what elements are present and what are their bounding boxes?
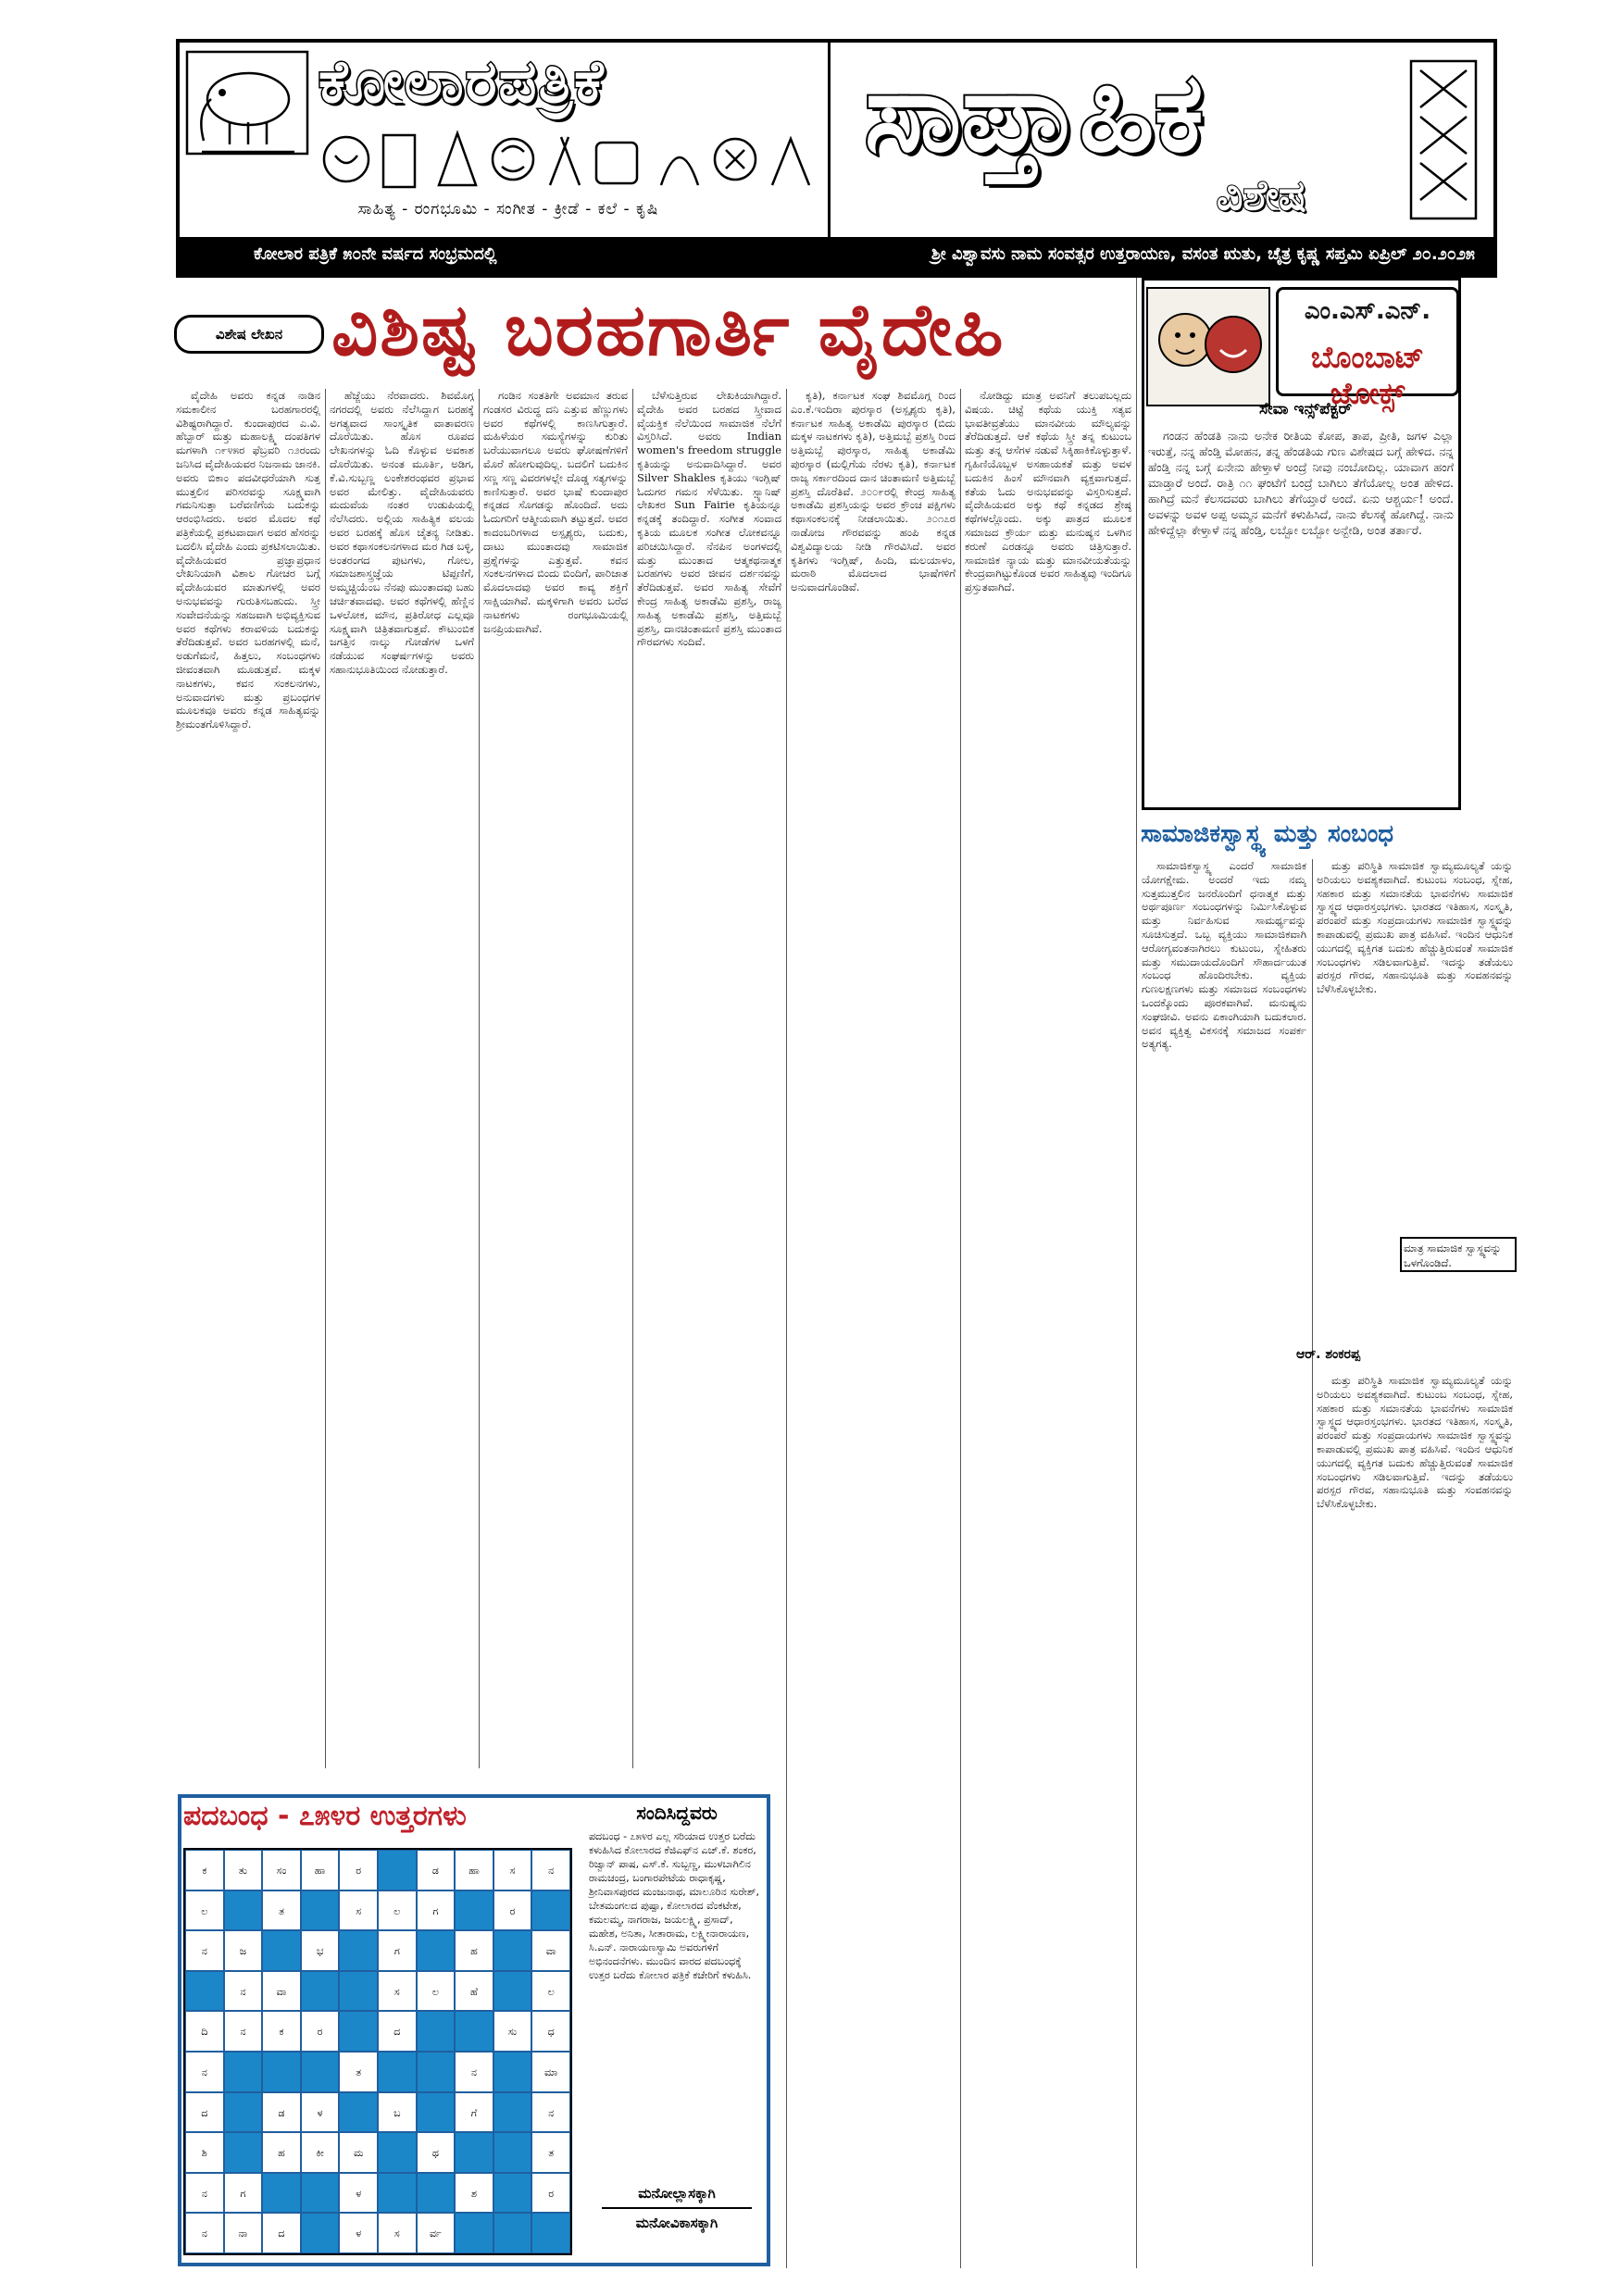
masthead-right-panel	[828, 43, 1493, 237]
article-column-2	[330, 389, 474, 1768]
crossword-cell: ಧ	[531, 2011, 570, 2052]
health-paragraph: ಮತ್ತು ಪರಿಸ್ಥಿತಿ ಸಾಮಾಜಿಕ ಸ್ವಾಮ್ಯಮೂಲ್ಯತೆ ಯನ್ನು ಅರಿಯಲು ಅವಶ್ಯಕವಾಗಿದೆ. ಕುಟುಂಬ ಸಂಬಂಧ, ಸ್ನೇಹ, ಸಹಕಾರ ಮತ್ತು ಸಮಾನತೆಯ ಭಾವನೆಗಳು ಸಾಮಾಜಿಕ ಸ್ವಾಸ್ಥ್ಯದ ಆಧಾರಸ್ತಂಭಗಳು. ಭಾರತದ ಇತಿಹಾಸ, ಸಂಸ್ಕೃತಿ, ಪರಂಪರೆ ಮತ್ತು ಸಂಪ್ರದಾಯಗಳು ಸಾಮಾಜಿಕ ಸ್ವಾಸ್ಥ್ಯವನ್ನು ಕಾಪಾಡುವಲ್ಲಿ ಪ್ರಮುಖ ಪಾತ್ರ ವಹಿಸಿವೆ. ಇಂದಿನ ಆಧುನಿಕ ಯುಗದಲ್ಲಿ ವ್ಯಕ್ತಿಗತ ಬದುಕು ಹೆಚ್ಚುತ್ತಿರುವಂತೆ ಸಾಮಾಜಿಕ ಸಂಬಂಧಗಳು ಸಡಿಲವಾಗುತ್ತಿವೆ. ಇದನ್ನು ತಡೆಯಲು ಪರಸ್ಪರ ಗೌರವ, ಸಹಾನುಭೂತಿ ಮತ್ತು ಸಂವಹನವನ್ನು ಬೆಳೆಸಿಕೊಳ್ಳಬೇಕು.	[1317, 1374, 1513, 1511]
masthead-left-panel	[180, 43, 831, 237]
crossword-block	[531, 1890, 570, 1931]
crossword-cell: ಗ	[417, 1890, 456, 1931]
crossword-cell: ನ	[185, 2173, 224, 2214]
crossword-cell: ಸ	[378, 2213, 417, 2253]
jokes-paragraph: ಗಂಡನ ಹೆಂಡತಿ ನಾನು ಅನೇಕ ರೀತಿಯ ಕೋಪ, ತಾಪ, ಪ್ರೀತಿ, ಜಗಳ ಎಲ್ಲಾ ಇರುತ್ತೆ, ನನ್ನ ಹೆಂಡ್ತಿ ಮೋಹನ, ತನ್ನ ಹೆಂಡತಿಯ ಗುಣ ವಿಶೇಷದ ಬಗ್ಗೆ ಹೇಳಿದ. ನನ್ನ ಹೆಂಡ್ತಿ ನನ್ನ ಬಗ್ಗೆ ಏನೇನು ಹೇಳ್ತಾಳೆ ಅಂದ್ರೆ ನೀವು ನಂಬೋದಿಲ್ಲ. ಯಾವಾಗ ಹಂಗೆ ಮಾಡ್ತಾರೆ ಅಂದೆ. ರಾತ್ರಿ ೧೧ ಘಂಟೆಗೆ ಬಂದ್ರೆ ಬಾಗಿಲು ತೆಗೆಯೋಲ್ಲ ಅಂತ ಹೇಳಿದ. ಹಾಗಿದ್ರೆ ಮನೆ ಕೆಲಸದವರು ಬಾಗಿಲು ತೆಗೆಯ್ತಾರೆ ಅಂದೆ. ಏನು ಆಶ್ಚರ್ಯ! ಅಂದೆ. ಅವಳನ್ನು ಅವಳ ಅಪ್ಪ ಅಮ್ಮನ ಮನೆಗೆ ಕಳುಹಿಸಿದೆ, ನಾನು ಕೆಲಸಕ್ಕೆ ಹೋಗಿದ್ದೆ. ನಾನು ಹೇಳಿದ್ದೆಲ್ಲಾ ಕೇಳ್ತಾಳೆ ನನ್ನ ಹೆಂಡ್ತಿ, ಲಬ್ಬೋ ಲಬ್ಬೋ ಅನ್ಬೇಡಿ, ಅಂತ ತರ್ತಾರೆ.	[1148, 429, 1454, 537]
crossword-cell: ಸ	[378, 1971, 417, 2012]
crossword-cell: ಗ	[224, 2173, 263, 2214]
jokes-title-box	[1276, 287, 1459, 411]
crossword-cell: ತು	[224, 1850, 263, 1890]
section-badge: ವಿಶೇಷ ಲೇಖನ	[174, 315, 324, 354]
health-paragraph: ಮತ್ತು ಪರಿಸ್ಥಿತಿ ಸಾಮಾಜಿಕ ಸ್ವಾಮ್ಯಮೂಲ್ಯತೆ ಯನ್ನು ಅರಿಯಲು ಅವಶ್ಯಕವಾಗಿದೆ. ಕುಟುಂಬ ಸಂಬಂಧ, ಸ್ನೇಹ, ಸಹಕಾರ ಮತ್ತು ಸಮಾನತೆಯ ಭಾವನೆಗಳು ಸಾಮಾಜಿಕ ಸ್ವಾಸ್ಥ್ಯದ ಆಧಾರಸ್ತಂಭಗಳು. ಭಾರತದ ಇತಿಹಾಸ, ಸಂಸ್ಕೃತಿ, ಪರಂಪರೆ ಮತ್ತು ಸಂಪ್ರದಾಯಗಳು ಸಾಮಾಜಿಕ ಸ್ವಾಸ್ಥ್ಯವನ್ನು ಕಾಪಾಡುವಲ್ಲಿ ಪ್ರಮುಖ ಪಾತ್ರ ವಹಿಸಿವೆ. ಇಂದಿನ ಆಧುನಿಕ ಯುಗದಲ್ಲಿ ವ್ಯಕ್ತಿಗತ ಬದುಕು ಹೆಚ್ಚುತ್ತಿರುವಂತೆ ಸಾಮಾಜಿಕ ಸಂಬಂಧಗಳು ಸಡಿಲವಾಗುತ್ತಿವೆ. ಇದನ್ನು ತಡೆಯಲು ಪರಸ್ಪರ ಗೌರವ, ಸಹಾನುಭೂತಿ ಮತ್ತು ಸಂವಹನವನ್ನು ಬೆಳೆಸಿಕೊಳ್ಳಬೇಕು.	[1317, 859, 1513, 996]
crossword-block	[378, 2132, 417, 2173]
crossword-block	[301, 2173, 340, 2214]
crossword-block	[493, 1930, 532, 1971]
jokes-title-line-2: ಬೊಂಬಾಟ್ ಜೋಕ್ಸ್	[1310, 340, 1425, 411]
crossword-cell: ಗೆ	[455, 2092, 493, 2133]
crossword-cell: ಗ	[378, 1930, 417, 1971]
crossword-cell: ನ	[185, 1930, 224, 1971]
crossword-cell: ಳ	[339, 2213, 378, 2253]
decorative-border-icon	[1402, 52, 1485, 228]
crossword-cell: ಬ	[378, 2092, 417, 2133]
crossword-cell: ಲ	[185, 1890, 224, 1931]
crossword-cell: ಹಾ	[301, 1850, 340, 1890]
crossword-block	[224, 2052, 263, 2092]
crossword-footer-line-1: ಮನೋಲ್ಲಾಸಕ್ಕಾಗಿ	[638, 2185, 716, 2202]
crossword-cell: ರ	[493, 1890, 532, 1931]
anniversary-note: ಕೋಲಾರ ಪತ್ರಿಕೆ ೫೦ನೇ ವರ್ಷದ ಸಂಭ್ರಮದಲ್ಲಿ	[254, 244, 497, 264]
masthead	[176, 39, 1497, 278]
article-paragraph: ವೈದೇಹಿ ಅವರು ಕನ್ನಡ ನಾಡಿನ ಸಮಕಾಲೀನ ಬರಹಗಾರರಲ್ಲಿ ವಿಶಿಷ್ಟರಾಗಿದ್ದಾರೆ. ಕುಂದಾಪುರದ ಎ.ವಿ. ಹೆಬ್ಬಾರ್ ಮತ್ತು ಮಹಾಲಕ್ಷ್ಮಿ ದಂಪತಿಗಳ ಮಗಳಾಗಿ ೧೯೪೫ರ ಫೆಬ್ರವರಿ ೧೨ರಂದು ಜನಿಸಿದ ವೈದೇಹಿಯವರ ನಿಜನಾಮ ಜಾನಕಿ. ಅವರು ಬಿಕಾಂ ಪದವೀಧರೆಯಾಗಿ ಸುತ್ತ ಮುತ್ತಲಿನ ಪರಿಸರವನ್ನು ಸೂಕ್ಷ್ಮವಾಗಿ ಗಮನಿಸುತ್ತಾ ಬರೆವಣಿಗೆಯ ಬದುಕನ್ನು ಆರಂಭಿಸಿದರು. ಅವರ ಮೊದಲ ಕಥೆ ಪತ್ರಿಕೆಯಲ್ಲಿ ಪ್ರಕಟವಾದಾಗ ಅವರ ಹೆಸರನ್ನು ಬದಲಿಸಿ ವೈದೇಹಿ ಎಂದು ಪ್ರಕಟಿಸಲಾಯಿತು. ವೈದೇಹಿಯವರ ಪ್ರಜ್ಞಾಪ್ರಧಾನ ಲೇಖನಿಯಾಗಿ ವಿಶಾಲ ಗೋಚರ ಬಗ್ಗೆ ವೈದೇಹಿಯವರ ಮಾತುಗಳಲ್ಲಿ ಅವರ ಅನುಭವವನ್ನು ಗುರುತಿಸಬಹುದು. ಸ್ತ್ರೀ ಸಂವೇದನೆಯನ್ನು ಸಹಜವಾಗಿ ಅಭಿವ್ಯಕ್ತಿಸುವ ಅವರ ಕಥೆಗಳು ಕರಾವಳಿಯ ಬದುಕನ್ನು ತೆರೆದಿಡುತ್ತವೆ. ಅವರ ಬರಹಗಳಲ್ಲಿ ಮನೆ, ಅಡುಗೆಮನೆ, ಹಿತ್ತಲು, ಸಂಬಂಧಗಳು ಜೀವಂತವಾಗಿ ಮೂಡುತ್ತವೆ. ಮಕ್ಕಳ ನಾಟಕಗಳು, ಕವನ ಸಂಕಲನಗಳು, ಅನುವಾದಗಳು ಮತ್ತು ಪ್ರಬಂಧಗಳ ಮೂಲಕವೂ ಅವರು ಕನ್ನಡ ಸಾಹಿತ್ಯವನ್ನು ಶ್ರೀಮಂತಗೊಳಿಸಿದ್ದಾರೆ.	[176, 389, 320, 731]
crossword-block	[417, 1930, 456, 1971]
masthead-right-subtitle: ವಿಶೇಷ	[1217, 172, 1306, 219]
crossword-block	[378, 1850, 417, 1890]
crossword-block	[493, 2092, 532, 2133]
crossword-block	[339, 1971, 378, 2012]
crossword-block	[262, 2173, 301, 2214]
crossword-cell: ದ	[185, 2092, 224, 2133]
crossword-block	[339, 1930, 378, 1971]
footer-divider	[602, 2207, 752, 2209]
article-paragraph: ಬೆಳೆಸುತ್ತಿರುವ ಲೇಖಕಿಯಾಗಿದ್ದಾರೆ. ವೈದೇಹಿ ಅವರ ಬರಹದ ಸ್ತ್ರೀವಾದ ವೈಯಕ್ತಿಕ ನೆಲೆಯಿಂದ ಸಾಮಾಜಿಕ ನೆಲೆಗೆ ವಿಸ್ತರಿಸಿದೆ. ಅವರು Indian women's freedom struggle ಕೃತಿಯನ್ನು ಅನುವಾದಿಸಿದ್ದಾರೆ. ಅವರ Silver Shakles ಕೃತಿಯು ಇಂಗ್ಲಿಷ್ ಓದುಗರ ಗಮನ ಸೆಳೆಯಿತು. ಸ್ಪ್ಯಾನಿಷ್ ಲೇಖಕರ Sun Fairie ಕೃತಿಯನ್ನೂ ಕನ್ನಡಕ್ಕೆ ತಂದಿದ್ದಾರೆ. ಸಂಗೀತ ಸಂವಾದ ಕೃತಿಯ ಮೂಲಕ ಸಂಗೀತ ಲೋಕವನ್ನೂ ಪರಿಚಯಿಸಿದ್ದಾರೆ. ನೆನಪಿನ ಅಂಗಳದಲ್ಲಿ ಮತ್ತು ಮುಂತಾದ ಆತ್ಮಕಥನಾತ್ಮಕ ಬರಹಗಳು ಅವರ ಜೀವನ ದರ್ಶನವನ್ನು ತೆರೆದಿಡುತ್ತವೆ. ಅವರ ಸಾಹಿತ್ಯ ಸೇವೆಗೆ ಕೇಂದ್ರ ಸಾಹಿತ್ಯ ಅಕಾಡೆಮಿ ಪ್ರಶಸ್ತಿ, ರಾಜ್ಯ ಸಾಹಿತ್ಯ ಅಕಾಡೆಮಿ ಪ್ರಶಸ್ತಿ, ಅತ್ತಿಮಬ್ಬೆ ಪ್ರಶಸ್ತಿ, ದಾನಚಿಂತಾಮಣಿ ಪ್ರಶಸ್ತಿ ಮುಂತಾದ ಗೌರವಗಳು ಸಂದಿವೆ.	[637, 389, 781, 649]
crossword-block	[378, 2052, 417, 2092]
crossword-cell: ಶ	[455, 2173, 493, 2214]
crossword-cell: ಹೆ	[455, 1971, 493, 2012]
health-article-headline: ಸಾಮಾಜಿಕಸ್ವಾಸ್ಥ್ಯ ಮತ್ತು ಸಂಬಂಧ	[1141, 820, 1394, 848]
article-paragraph: ನೋಡಿದ್ದು ಮಾತ್ರ ಅವನಿಗೆ ತಲುಪಬಲ್ಲದು ವಿಷಯ. ಚಿಟ್ಟೆ ಕಥೆಯ ಯುಕ್ತಿ ಸತ್ಯವ ಭಾವತೀವ್ರತೆಯು ಮಾನವೀಯ ಮೌಲ್ಯವನ್ನು ತೆರೆದಿಡುತ್ತದೆ. ಆಕೆ ಕಥೆಯ ಸ್ತ್ರೀ ತನ್ನ ಕುಟುಂಬ ಮತ್ತು ತನ್ನ ಆಸೆಗಳ ನಡುವೆ ಸಿಕ್ಕಿಹಾಕಿಕೊಳ್ಳುತ್ತಾಳೆ. ಗೃಹಿಣಿಯೊಬ್ಬಳ ಅಸಹಾಯಕತೆ ಮತ್ತು ಅವಳ ಬದುಕಿನ ಹಿಂಸೆ ಮೌನವಾಗಿ ವ್ಯಕ್ತವಾಗುತ್ತದೆ. ಕತೆಯ ಓದು ಅನುಭವವನ್ನು ವಿಸ್ತರಿಸುತ್ತದೆ. ವೈದೇಹಿಯವರ ಅಕ್ಕು ಕಥೆ ಕನ್ನಡದ ಶ್ರೇಷ್ಠ ಕಥೆಗಳಲ್ಲೊಂದು. ಅಕ್ಕು ಪಾತ್ರದ ಮೂಲಕ ಸಮಾಜದ ಕ್ರೌರ್ಯ ಮತ್ತು ಮನುಷ್ಯನ ಒಳಗಿನ ಕರುಣೆ ಎರಡನ್ನೂ ಅವರು ಚಿತ್ರಿಸುತ್ತಾರೆ. ಸಾಮಾಜಿಕ ನ್ಯಾಯ ಮತ್ತು ಮಾನವೀಯತೆಯನ್ನು ಕೇಂದ್ರವಾಗಿಟ್ಟುಕೊಂಡ ಅವರ ಸಾಹಿತ್ಯವು ಇಂದಿಗೂ ಪ್ರಸ್ತುತವಾಗಿದೆ.	[965, 389, 1131, 594]
crossword-cell: ನಾ	[224, 2213, 263, 2253]
arts-doodle-strip-icon	[319, 124, 818, 196]
crossword-block	[493, 2132, 532, 2173]
crossword-cell: ಹ	[455, 1930, 493, 1971]
article-headline: ವಿಶಿಷ್ಟ ಬರಹಗಾರ್ತಿ ವೈದೇಹಿ	[331, 289, 1006, 372]
article-paragraph: ಗಂಡಿನ ಸಂತತಿಗೇ ಅವಮಾನ ತರುವ ಗಂಡಸರ ವಿರುದ್ಧ ದನಿ ಎತ್ತುವ ಹೆಣ್ಣುಗಳು ಅವರ ಕಥೆಗಳಲ್ಲಿ ಕಾಣಸಿಗುತ್ತಾರೆ. ಮಹಿಳೆಯರ ಸಮಸ್ಯೆಗಳನ್ನು ಕುರಿತು ಬರೆಯುವಾಗಲೂ ಅವರು ಘೋಷಣೆಗಳಿಗೆ ಮೊರೆ ಹೋಗುವುದಿಲ್ಲ. ಬದಲಿಗೆ ಬದುಕಿನ ಸಣ್ಣ ಸಣ್ಣ ವಿವರಗಳಲ್ಲೇ ದೊಡ್ಡ ಸತ್ಯಗಳನ್ನು ಕಾಣಿಸುತ್ತಾರೆ. ಅವರ ಭಾಷೆ ಕುಂದಾಪುರ ಕನ್ನಡದ ಸೊಗಡನ್ನು ಹೊಂದಿದೆ. ಅದು ಓದುಗರಿಗೆ ಆತ್ಮೀಯವಾಗಿ ತಟ್ಟುತ್ತದೆ. ಅವರ ಕಾದಂಬರಿಗಳಾದ ಅಸ್ಪೃಶ್ಯರು, ಬದುಕು, ದಾಟು ಮುಂತಾದವು ಸಾಮಾಜಿಕ ಪ್ರಶ್ನೆಗಳನ್ನು ಎತ್ತುತ್ತವೆ. ಕವನ ಸಂಕಲನಗಳಾದ ಬಿಂದು ಬಿಂದಿಗೆ, ಪಾರಿಜಾತ ಮೊದಲಾದವು ಅವರ ಕಾವ್ಯ ಶಕ್ತಿಗೆ ಸಾಕ್ಷಿಯಾಗಿವೆ. ಮಕ್ಕಳಿಗಾಗಿ ಅವರು ಬರೆದ ನಾಟಕಗಳು ರಂಗಭೂಮಿಯಲ್ಲಿ ಜನಪ್ರಿಯವಾಗಿವೆ.	[483, 389, 628, 635]
crossword-cell: ವಾ	[262, 1971, 301, 2012]
crossword-cell: ಕೀ	[301, 2132, 340, 2173]
crossword-cell: ಳ	[339, 2173, 378, 2214]
crossword-cell: ತ	[262, 1890, 301, 1931]
crossword-block	[378, 2173, 417, 2214]
crossword-block	[224, 2092, 263, 2133]
crossword-cell: ನ	[224, 1971, 263, 2012]
crossword-cell: ಸು	[493, 2011, 532, 2052]
crossword-block	[185, 1971, 224, 2012]
jokes-body	[1148, 428, 1454, 800]
crossword-cell: ಹ	[262, 2132, 301, 2173]
crossword-block	[417, 2011, 456, 2052]
crossword-cell: ರ	[531, 2173, 570, 2214]
elephant-emblem-icon	[183, 48, 313, 159]
masthead-left-title: ಕೋಲಾರಪತ್ರಿಕೆ	[319, 48, 606, 117]
crossword-cell: ತ	[531, 2132, 570, 2173]
crossword-block	[493, 2213, 532, 2253]
crossword-cell: ನ	[185, 2213, 224, 2253]
caricature-icon	[1148, 289, 1268, 405]
crossword-block	[339, 2011, 378, 2052]
crossword-block	[417, 2052, 456, 2092]
jokes-subtitle: ಸೇವಾ ಇನ್ಸ್‌ಪೆಕ್ಟರ್	[1258, 400, 1353, 418]
crossword-cell: ಲ	[531, 1971, 570, 2012]
crossword-cell: ಥ	[417, 2132, 456, 2173]
crossword-block	[224, 2132, 263, 2173]
article-column-6	[965, 389, 1131, 2268]
crossword-block	[417, 2173, 456, 2214]
crossword-cell: ಸ	[339, 1890, 378, 1931]
crossword-block	[493, 2052, 532, 2092]
health-column-2-continued	[1317, 1374, 1513, 2266]
article-column-1	[176, 389, 320, 1768]
crossword-cell: ಕ	[262, 2011, 301, 2052]
winners-list: ಪದಬಂಧ - ೭೫೪ರ ಎಲ್ಲ ಸರಿಯಾದ ಉತ್ತರ ಬರೆದು ಕಳುಹಿಸಿದ ಕೋಲಾರದ ಕೆಜಿಎಫ್‌ನ ಎಚ್.ಕೆ. ಶಂಕರ, ರಿಜ್ವಾನ್ ಪಾಷ, ಎಸ್.ಕೆ. ಸುಬ್ಬಣ್ಣ, ಮುಳಬಾಗಿಲಿನ ರಾಮಚಂದ್ರ, ಬಂಗಾರಪೇಟೆಯ ರಾಧಾಕೃಷ್ಣ, ಶ್ರೀನಿವಾಸಪುರದ ಮಂಜುನಾಥ, ಮಾಲೂರಿನ ಸುರೇಶ್, ಬೇತಮಂಗಲದ ಪುಷ್ಪಾ, ಕೋಲಾರದ ವೆಂಕಟೇಶ, ಕಮಲಮ್ಮ, ನಾಗರಾಜ, ಜಯಲಕ್ಷ್ಮಿ, ಪ್ರಸಾದ್, ಮಹೇಶ, ಅನಿತಾ, ಸೀತಾರಾಮ, ಲಕ್ಷ್ಮೀನಾರಾಯಣ, ಸಿ.ಎನ್. ನಾರಾಯಣಸ್ವಾಮಿ ಅವರುಗಳಿಗೆ ಅಭಿನಂದನೆಗಳು. ಮುಂದಿನ ವಾರದ ಪದಬಂಧಕ್ಕೆ ಉತ್ತರ ಬರೆದು ಕೋಲಾರ ಪತ್ರಿಕೆ ಕಚೇರಿಗೆ ಕಳುಹಿಸಿ.	[589, 1830, 760, 1981]
crossword-cell: ದ	[378, 2011, 417, 2052]
crossword-footer-line-2: ಮನೋವಿಕಾಸಕ್ಕಾಗಿ	[635, 2215, 718, 2231]
article-column-3	[483, 389, 628, 1768]
crossword-block	[301, 2052, 340, 2092]
crossword-cell: ಹಾ	[455, 1850, 493, 1890]
crossword-block	[224, 1890, 263, 1931]
crossword-cell: ಡ	[417, 1850, 456, 1890]
crossword-cell: ಡ	[262, 2092, 301, 2133]
crossword-block	[262, 1930, 301, 1971]
health-paragraph: ಸಾಮಾಜಿಕಸ್ವಾಸ್ಥ್ಯ ಎಂದರೆ ಸಾಮಾಜಿಕ ಯೋಗಕ್ಷೇಮ. ಅಂದರೆ ಇದು ನಮ್ಮ ಸುತ್ತಮುತ್ತಲಿನ ಜನರೊಂದಿಗೆ ಧನಾತ್ಮಕ ಮತ್ತು ಅರ್ಥಪೂರ್ಣ ಸಂಬಂಧಗಳನ್ನು ನಿರ್ಮಿಸಿಕೊಳ್ಳುವ ಮತ್ತು ನಿರ್ವಹಿಸುವ ಸಾಮರ್ಥ್ಯವನ್ನು ಸೂಚಿಸುತ್ತದೆ. ಒಬ್ಬ ವ್ಯಕ್ತಿಯು ಸಾಮಾಜಿಕವಾಗಿ ಆರೋಗ್ಯವಂತನಾಗಿರಲು ಕುಟುಂಬ, ಸ್ನೇಹಿತರು ಮತ್ತು ಸಮುದಾಯದೊಂದಿಗೆ ಸೌಹಾರ್ದಯುತ ಸಂಬಂಧ ಹೊಂದಿರಬೇಕು. ವ್ಯಕ್ತಿಯ ಗುಣಲಕ್ಷಣಗಳು ಮತ್ತು ಸಮಾಜದ ಸಂಬಂಧಗಳು ಒಂದಕ್ಕೊಂದು ಪೂರಕವಾಗಿವೆ. ಮನುಷ್ಯನು ಸಂಘಜೀವಿ. ಅವನು ಏಕಾಂಗಿಯಾಗಿ ಬದುಕಲಾರ. ಅವನ ವ್ಯಕ್ತಿತ್ವ ವಿಕಸನಕ್ಕೆ ಸಮಾಜದ ಸಂಪರ್ಕ ಅತ್ಯಗತ್ಯ.	[1142, 859, 1306, 1051]
crossword-block	[301, 1890, 340, 1931]
crossword-block	[301, 2213, 340, 2253]
crossword-cell: ನ	[531, 2092, 570, 2133]
crossword-cell: ಶಿ	[185, 2132, 224, 2173]
crossword-block	[339, 2092, 378, 2133]
health-callout-note: ಮಾತ್ರ ಸಾಮಾಜಿಕ ಸ್ವಾಸ್ಥ್ಯವನ್ನು ಒಳಗೊಂಡಿದೆ.	[1400, 1237, 1517, 1272]
health-column-1	[1142, 859, 1306, 2266]
crossword-cell: ವಾ	[531, 1930, 570, 1971]
crossword-cell: ನ	[455, 2052, 493, 2092]
crossword-cell: ದಿ	[185, 2011, 224, 2052]
crossword-cell: ಳ	[301, 2092, 340, 2133]
masthead-tagline: ಸಾಹಿತ್ಯ - ರಂಗಭೂಮಿ - ಸಂಗೀತ - ಕ್ರೀಡೆ - ಕಲೆ - ಕೃಷಿ	[357, 200, 659, 218]
article-paragraph: ಹೆಜ್ಜೆಯು ನೆರವಾದರು. ಶಿವಮೊಗ್ಗ ನಗರದಲ್ಲಿ ಅವರು ನೆಲೆಸಿದ್ದಾಗ ಬರಹಕ್ಕೆ ಅಗತ್ಯವಾದ ಸಾಂಸ್ಕೃತಿಕ ವಾತಾವರಣ ದೊರೆಯಿತು. ಹೊಸ ರೂಪದ ಲೇಖನಗಳನ್ನು ಓದಿ ಕೊಳ್ಳುವ ಅವಕಾಶ ದೊರೆಯಿತು. ಅನಂತ ಮೂರ್ತಿ, ಅಡಿಗ, ಕೆ.ವಿ.ಸುಬ್ಬಣ್ಣ ಲಂಕೇಶರಂಥವರ ಪ್ರಭಾವ ಅವರ ಮೇಲಿತ್ತು. ವೈದೇಹಿಯವರು ಮದುವೆಯ ನಂತರ ಉಡುಪಿಯಲ್ಲಿ ನೆಲೆಸಿದರು. ಅಲ್ಲಿಯ ಸಾಹಿತ್ಯಿಕ ವಲಯ ಅವರ ಬರಹಕ್ಕೆ ಹೊಸ ಚೈತನ್ಯ ನೀಡಿತು. ಅವರ ಕಥಾಸಂಕಲನಗಳಾದ ಮರ ಗಿಡ ಬಳ್ಳಿ, ಅಂತರಂಗದ ಪುಟಗಳು, ಗೋಲ, ಸಮಾಜಶಾಸ್ತ್ರಜ್ಞೆಯ ಟಿಪ್ಪಣಿಗೆ, ಅಮ್ಮಚ್ಚಿಯೆಂಬ ನೆನಪು ಮುಂತಾದವು ಬಹು ಚರ್ಚಿತವಾದವು. ಅವರ ಕಥೆಗಳಲ್ಲಿ ಹೆಣ್ಣಿನ ಒಳಲೋಕ, ಮೌನ, ಪ್ರತಿರೋಧ ಎಲ್ಲವೂ ಸೂಕ್ಷ್ಮವಾಗಿ ಚಿತ್ರಿತವಾಗುತ್ತವೆ. ಕೌಟುಂಬಿಕ ಜಗತ್ತಿನ ನಾಲ್ಕು ಗೋಡೆಗಳ ಒಳಗೆ ನಡೆಯುವ ಸಂಘರ್ಷಗಳನ್ನು ಅವರು ಸಹಾನುಭೂತಿಯಿಂದ ನೋಡುತ್ತಾರೆ.	[330, 389, 474, 676]
crossword-block	[455, 1890, 493, 1931]
crossword-cell: ಮ	[339, 2132, 378, 2173]
crossword-cell: ನ	[531, 1850, 570, 1890]
crossword-cell: ರ	[301, 2011, 340, 2052]
crossword-cell: ನ	[185, 2052, 224, 2092]
crossword-cell: ಮಾ	[531, 2052, 570, 2092]
masthead-date-bar	[180, 237, 1493, 274]
winners-heading: ಸಂದಿಸಿದ್ದವರು	[636, 1802, 718, 1824]
crossword-block	[493, 1971, 532, 2012]
jokes-title-line-1: ಎಂ.ಎಸ್.ಎನ್.	[1304, 297, 1431, 325]
crossword-block	[262, 2052, 301, 2092]
crossword-cell: ರ್ವ	[417, 2213, 456, 2253]
crossword-cell: ನ	[224, 2011, 263, 2052]
health-column-2	[1317, 859, 1513, 1229]
crossword-block	[417, 2092, 456, 2133]
crossword-block	[531, 2213, 570, 2253]
cartoon-avatar	[1146, 287, 1270, 406]
crossword-block	[455, 2132, 493, 2173]
masthead-right-title: ಸಾಪ್ತಾಹಿಕ	[865, 48, 1204, 176]
crossword-cell: ಲ	[378, 1890, 417, 1931]
crossword-block	[455, 2213, 493, 2253]
issue-date: ಶ್ರೀ ವಿಶ್ವಾವಸು ನಾಮ ಸಂವತ್ಸರ ಉತ್ತರಾಯಣ, ವಸಂತ ಋತು, ಚೈತ್ರ ಕೃಷ್ಣ ಸಪ್ತಮಿ ಏಪ್ರಿಲ್ ೨೦.೨೦೨೫	[931, 244, 1475, 264]
crossword-title: ಪದಬಂಧ - ೭೫೪ರ ಉತ್ತರಗಳು	[183, 1800, 467, 1832]
crossword-cell: ಸಂ	[262, 1850, 301, 1890]
crossword-cell: ಕ	[185, 1850, 224, 1890]
article-column-5	[791, 389, 956, 2268]
crossword-cell: ಲ	[417, 1971, 456, 2012]
crossword-block	[493, 2173, 532, 2214]
article-column-4	[637, 389, 781, 1768]
crossword-cell: ಜ	[224, 1930, 263, 1971]
crossword-cell: ಭ	[301, 1930, 340, 1971]
article-paragraph: ಕೃತಿ), ಕರ್ನಾಟಕ ಸಂಘ ಶಿವಮೊಗ್ಗ ರಿಂದ ಎಂ.ಕೆ.ಇಂದಿರಾ ಪುರಸ್ಕಾರ (ಅಸ್ಪೃಶ್ಯರು ಕೃತಿ), ಕರ್ನಾಟಕ ಸಾಹಿತ್ಯ ಅಕಾಡೆಮಿ ಪುರಸ್ಕಾರ (ಬಿದು ಮಕ್ಕಳ ನಾಟಕಗಳು ಕೃತಿ), ಅತ್ತಿಮಬ್ಬೆ ಪ್ರಶಸ್ತಿ ರಿಂದ ಅತ್ತಿಮಬ್ಬೆ ಪುರಸ್ಕಾರ, ಸಾಹಿತ್ಯ ಅಕಾಡೆಮಿ ಪುರಸ್ಕಾರ (ಮಲ್ಲಿಗೆಯ ನೆರಳು ಕೃತಿ), ಕರ್ನಾಟಕ ರಾಜ್ಯ ಸರ್ಕಾರದಿಂದ ದಾನ ಚಿಂತಾಮಣಿ ಅತ್ತಿಮಬ್ಬೆ ಪ್ರಶಸ್ತಿ ದೊರೆತಿವೆ. ೨೦೦೯ರಲ್ಲಿ ಕೇಂದ್ರ ಸಾಹಿತ್ಯ ಅಕಾಡೆಮಿ ಪ್ರಶಸ್ತಿಯನ್ನು ಅವರ ಕ್ರೌಂಚ ಪಕ್ಷಿಗಳು ಕಥಾಸಂಕಲನಕ್ಕೆ ನೀಡಲಾಯಿತು. ೨೦೧೭ರ ನಾಡೋಜ ಗೌರವವನ್ನು ಹಂಪಿ ಕನ್ನಡ ವಿಶ್ವವಿದ್ಯಾಲಯ ನೀಡಿ ಗೌರವಿಸಿದೆ. ಅವರ ಕೃತಿಗಳು ಇಂಗ್ಲಿಷ್, ಹಿಂದಿ, ಮಲಯಾಳಂ, ಮರಾಠಿ ಮೊದಲಾದ ಭಾಷೆಗಳಿಗೆ ಅನುವಾದಗೊಂಡಿವೆ.	[791, 389, 956, 594]
crossword-cell: ರ	[339, 1850, 378, 1890]
crossword-grid	[183, 1848, 572, 2255]
health-byline: ಆರ್. ಶಂಕರಪ್ಪ	[1296, 1347, 1361, 1362]
crossword-cell: ಸ	[493, 1850, 532, 1890]
crossword-cell: ದ	[262, 2213, 301, 2253]
crossword-block	[301, 1971, 340, 2012]
crossword-cell: ತ	[339, 2052, 378, 2092]
crossword-block	[455, 2011, 493, 2052]
